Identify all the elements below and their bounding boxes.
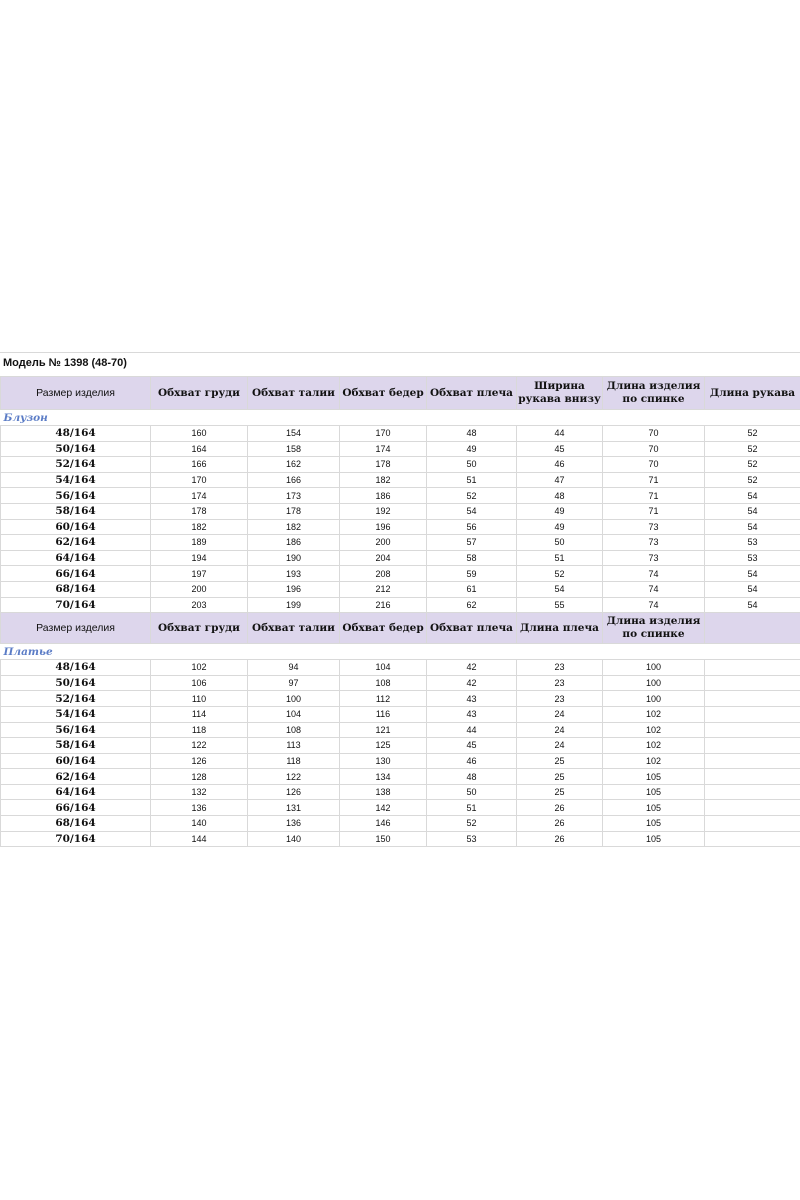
cell-col8	[705, 660, 800, 676]
table-row	[1, 472, 800, 488]
cell-back-length: 74	[603, 597, 705, 613]
cell-back-length: 102	[603, 753, 705, 769]
cell-shoulder-girth: 42	[427, 675, 517, 691]
cell-back-length: 70	[603, 441, 705, 457]
cell-waist: 182	[248, 519, 340, 535]
cell-chest: 194	[151, 550, 248, 566]
column-header-back-length: Длина изделия по спинке	[603, 377, 705, 410]
cell-size: 54/164	[1, 472, 151, 488]
section-label: Блузон	[1, 410, 800, 426]
cell-col6: 48	[517, 488, 603, 504]
cell-waist: 166	[248, 472, 340, 488]
cell-col6: 24	[517, 706, 603, 722]
cell-col8: 54	[705, 503, 800, 519]
cell-col8	[705, 738, 800, 754]
column-header-col6: Длина плеча	[517, 613, 603, 644]
cell-col8: 53	[705, 535, 800, 551]
cell-shoulder-girth: 59	[427, 566, 517, 582]
cell-col8	[705, 816, 800, 832]
cell-col8	[705, 722, 800, 738]
cell-chest: 164	[151, 441, 248, 457]
cell-size: 54/164	[1, 706, 151, 722]
cell-chest: 126	[151, 753, 248, 769]
cell-back-length: 105	[603, 816, 705, 832]
cell-waist: 193	[248, 566, 340, 582]
cell-col8	[705, 691, 800, 707]
cell-hips: 178	[340, 457, 427, 473]
column-header-back-length: Длина изделия по спинке	[603, 613, 705, 644]
cell-shoulder-girth: 43	[427, 691, 517, 707]
cell-shoulder-girth: 51	[427, 472, 517, 488]
cell-col6: 47	[517, 472, 603, 488]
dress-header-row	[1, 613, 800, 644]
cell-hips: 130	[340, 753, 427, 769]
column-header-chest: Обхват груди	[151, 613, 248, 644]
cell-size: 64/164	[1, 550, 151, 566]
blouse-header-row	[1, 377, 800, 410]
cell-waist: 154	[248, 426, 340, 442]
table-row	[1, 660, 800, 676]
cell-col6: 45	[517, 441, 603, 457]
cell-back-length: 74	[603, 581, 705, 597]
cell-chest: 178	[151, 503, 248, 519]
cell-back-length: 70	[603, 426, 705, 442]
cell-hips: 200	[340, 535, 427, 551]
cell-chest: 114	[151, 706, 248, 722]
column-header-col6: Ширина рукава внизу	[517, 377, 603, 410]
cell-hips: 112	[340, 691, 427, 707]
cell-hips: 150	[340, 831, 427, 847]
cell-back-length: 73	[603, 535, 705, 551]
column-header-size: Размер изделия	[1, 377, 151, 410]
cell-chest: 189	[151, 535, 248, 551]
cell-size: 66/164	[1, 800, 151, 816]
cell-col6: 23	[517, 675, 603, 691]
cell-back-length: 100	[603, 675, 705, 691]
cell-waist: 118	[248, 753, 340, 769]
cell-back-length: 71	[603, 503, 705, 519]
cell-waist: 122	[248, 769, 340, 785]
column-header-shoulder-girth: Обхват плеча	[427, 377, 517, 410]
table-row	[1, 550, 800, 566]
cell-shoulder-girth: 44	[427, 722, 517, 738]
cell-shoulder-girth: 61	[427, 581, 517, 597]
cell-back-length: 73	[603, 550, 705, 566]
cell-chest: 144	[151, 831, 248, 847]
cell-back-length: 102	[603, 706, 705, 722]
table-row	[1, 457, 800, 473]
cell-hips: 174	[340, 441, 427, 457]
cell-waist: 140	[248, 831, 340, 847]
cell-size: 58/164	[1, 738, 151, 754]
cell-waist: 97	[248, 675, 340, 691]
cell-col8	[705, 831, 800, 847]
cell-col8: 52	[705, 472, 800, 488]
cell-back-length: 71	[603, 472, 705, 488]
cell-col8	[705, 675, 800, 691]
cell-shoulder-girth: 42	[427, 660, 517, 676]
cell-hips: 146	[340, 816, 427, 832]
cell-col6: 51	[517, 550, 603, 566]
column-header-size: Размер изделия	[1, 613, 151, 644]
cell-col8	[705, 706, 800, 722]
table-row	[1, 566, 800, 582]
cell-hips: 108	[340, 675, 427, 691]
blouse-section-row	[1, 410, 800, 426]
cell-size: 58/164	[1, 503, 151, 519]
cell-waist: 104	[248, 706, 340, 722]
cell-hips: 186	[340, 488, 427, 504]
cell-waist: 158	[248, 441, 340, 457]
table-row	[1, 535, 800, 551]
table-row	[1, 597, 800, 613]
table-row	[1, 706, 800, 722]
cell-back-length: 100	[603, 691, 705, 707]
cell-hips: 125	[340, 738, 427, 754]
table-row	[1, 769, 800, 785]
cell-size: 56/164	[1, 722, 151, 738]
cell-waist: 126	[248, 784, 340, 800]
cell-size: 62/164	[1, 769, 151, 785]
cell-size: 64/164	[1, 784, 151, 800]
table-row	[1, 784, 800, 800]
cell-back-length: 105	[603, 769, 705, 785]
cell-waist: 186	[248, 535, 340, 551]
cell-col6: 23	[517, 691, 603, 707]
cell-hips: 142	[340, 800, 427, 816]
cell-waist: 190	[248, 550, 340, 566]
cell-col6: 46	[517, 457, 603, 473]
model-title: Модель № 1398 (48-70)	[0, 352, 800, 376]
table-row	[1, 691, 800, 707]
cell-back-length: 105	[603, 831, 705, 847]
cell-col6: 55	[517, 597, 603, 613]
cell-chest: 106	[151, 675, 248, 691]
table-row	[1, 722, 800, 738]
cell-waist: 199	[248, 597, 340, 613]
cell-chest: 140	[151, 816, 248, 832]
cell-back-length: 100	[603, 660, 705, 676]
cell-shoulder-girth: 50	[427, 457, 517, 473]
cell-shoulder-girth: 53	[427, 831, 517, 847]
cell-hips: 208	[340, 566, 427, 582]
cell-col6: 25	[517, 753, 603, 769]
cell-shoulder-girth: 49	[427, 441, 517, 457]
cell-hips: 170	[340, 426, 427, 442]
column-header-col8: Длина рукава	[705, 377, 800, 410]
cell-chest: 174	[151, 488, 248, 504]
cell-waist: 113	[248, 738, 340, 754]
cell-hips: 134	[340, 769, 427, 785]
cell-chest: 118	[151, 722, 248, 738]
cell-shoulder-girth: 45	[427, 738, 517, 754]
cell-hips: 212	[340, 581, 427, 597]
cell-size: 68/164	[1, 581, 151, 597]
cell-hips: 104	[340, 660, 427, 676]
cell-hips: 116	[340, 706, 427, 722]
cell-waist: 162	[248, 457, 340, 473]
cell-size: 70/164	[1, 597, 151, 613]
cell-waist: 94	[248, 660, 340, 676]
cell-waist: 178	[248, 503, 340, 519]
cell-shoulder-girth: 52	[427, 816, 517, 832]
cell-col6: 54	[517, 581, 603, 597]
column-header-hips: Обхват бедер	[340, 377, 427, 410]
cell-size: 60/164	[1, 519, 151, 535]
cell-shoulder-girth: 52	[427, 488, 517, 504]
table-row	[1, 581, 800, 597]
cell-waist: 173	[248, 488, 340, 504]
column-header-chest: Обхват груди	[151, 377, 248, 410]
cell-size: 62/164	[1, 535, 151, 551]
column-header-hips: Обхват бедер	[340, 613, 427, 644]
table-row	[1, 441, 800, 457]
cell-shoulder-girth: 56	[427, 519, 517, 535]
cell-size: 70/164	[1, 831, 151, 847]
cell-waist: 100	[248, 691, 340, 707]
cell-waist: 196	[248, 581, 340, 597]
cell-hips: 192	[340, 503, 427, 519]
cell-chest: 132	[151, 784, 248, 800]
cell-size: 66/164	[1, 566, 151, 582]
cell-size: 50/164	[1, 675, 151, 691]
cell-size: 60/164	[1, 753, 151, 769]
cell-shoulder-girth: 51	[427, 800, 517, 816]
cell-size: 50/164	[1, 441, 151, 457]
cell-hips: 204	[340, 550, 427, 566]
cell-col8: 54	[705, 488, 800, 504]
cell-col8: 54	[705, 581, 800, 597]
cell-col8: 54	[705, 519, 800, 535]
cell-waist: 136	[248, 816, 340, 832]
section-label: Платье	[1, 644, 800, 660]
cell-size: 68/164	[1, 816, 151, 832]
cell-col8	[705, 800, 800, 816]
column-header-col8	[705, 613, 800, 644]
cell-chest: 110	[151, 691, 248, 707]
cell-col6: 26	[517, 831, 603, 847]
cell-col6: 23	[517, 660, 603, 676]
cell-hips: 121	[340, 722, 427, 738]
column-header-shoulder-girth: Обхват плеча	[427, 613, 517, 644]
cell-col8: 52	[705, 457, 800, 473]
table-row	[1, 675, 800, 691]
cell-col6: 26	[517, 800, 603, 816]
size-chart-sheet	[0, 352, 800, 847]
cell-chest: 128	[151, 769, 248, 785]
cell-col6: 25	[517, 784, 603, 800]
column-header-waist: Обхват талии	[248, 377, 340, 410]
cell-shoulder-girth: 48	[427, 769, 517, 785]
cell-chest: 160	[151, 426, 248, 442]
cell-size: 48/164	[1, 660, 151, 676]
cell-back-length: 102	[603, 722, 705, 738]
cell-back-length: 105	[603, 800, 705, 816]
cell-size: 56/164	[1, 488, 151, 504]
table-row	[1, 738, 800, 754]
cell-chest: 102	[151, 660, 248, 676]
table-row	[1, 831, 800, 847]
table-row	[1, 488, 800, 504]
cell-chest: 136	[151, 800, 248, 816]
cell-shoulder-girth: 48	[427, 426, 517, 442]
cell-shoulder-girth: 54	[427, 503, 517, 519]
cell-col8: 52	[705, 441, 800, 457]
cell-shoulder-girth: 58	[427, 550, 517, 566]
table-row	[1, 753, 800, 769]
cell-col8: 52	[705, 426, 800, 442]
cell-col8	[705, 769, 800, 785]
table-row	[1, 816, 800, 832]
cell-chest: 170	[151, 472, 248, 488]
cell-chest: 182	[151, 519, 248, 535]
cell-chest: 200	[151, 581, 248, 597]
cell-col6: 24	[517, 738, 603, 754]
cell-back-length: 74	[603, 566, 705, 582]
cell-back-length: 102	[603, 738, 705, 754]
cell-hips: 216	[340, 597, 427, 613]
cell-shoulder-girth: 50	[427, 784, 517, 800]
table-row	[1, 426, 800, 442]
cell-size: 52/164	[1, 691, 151, 707]
cell-col6: 49	[517, 519, 603, 535]
cell-col8: 54	[705, 566, 800, 582]
cell-col6: 49	[517, 503, 603, 519]
cell-waist: 108	[248, 722, 340, 738]
cell-col8	[705, 753, 800, 769]
cell-col6: 52	[517, 566, 603, 582]
table-row	[1, 519, 800, 535]
cell-shoulder-girth: 46	[427, 753, 517, 769]
table-row	[1, 503, 800, 519]
cell-hips: 182	[340, 472, 427, 488]
cell-size: 52/164	[1, 457, 151, 473]
cell-shoulder-girth: 57	[427, 535, 517, 551]
cell-col6: 26	[517, 816, 603, 832]
size-table	[0, 376, 800, 847]
cell-hips: 196	[340, 519, 427, 535]
cell-back-length: 73	[603, 519, 705, 535]
cell-col8	[705, 784, 800, 800]
cell-col6: 50	[517, 535, 603, 551]
cell-shoulder-girth: 43	[427, 706, 517, 722]
cell-col6: 25	[517, 769, 603, 785]
cell-chest: 166	[151, 457, 248, 473]
cell-waist: 131	[248, 800, 340, 816]
cell-back-length: 105	[603, 784, 705, 800]
cell-back-length: 70	[603, 457, 705, 473]
cell-col8: 54	[705, 597, 800, 613]
cell-hips: 138	[340, 784, 427, 800]
dress-section-row	[1, 644, 800, 660]
table-row	[1, 800, 800, 816]
cell-col6: 24	[517, 722, 603, 738]
cell-size: 48/164	[1, 426, 151, 442]
cell-col8: 53	[705, 550, 800, 566]
cell-back-length: 71	[603, 488, 705, 504]
cell-shoulder-girth: 62	[427, 597, 517, 613]
cell-chest: 203	[151, 597, 248, 613]
column-header-waist: Обхват талии	[248, 613, 340, 644]
cell-chest: 122	[151, 738, 248, 754]
cell-col6: 44	[517, 426, 603, 442]
cell-chest: 197	[151, 566, 248, 582]
